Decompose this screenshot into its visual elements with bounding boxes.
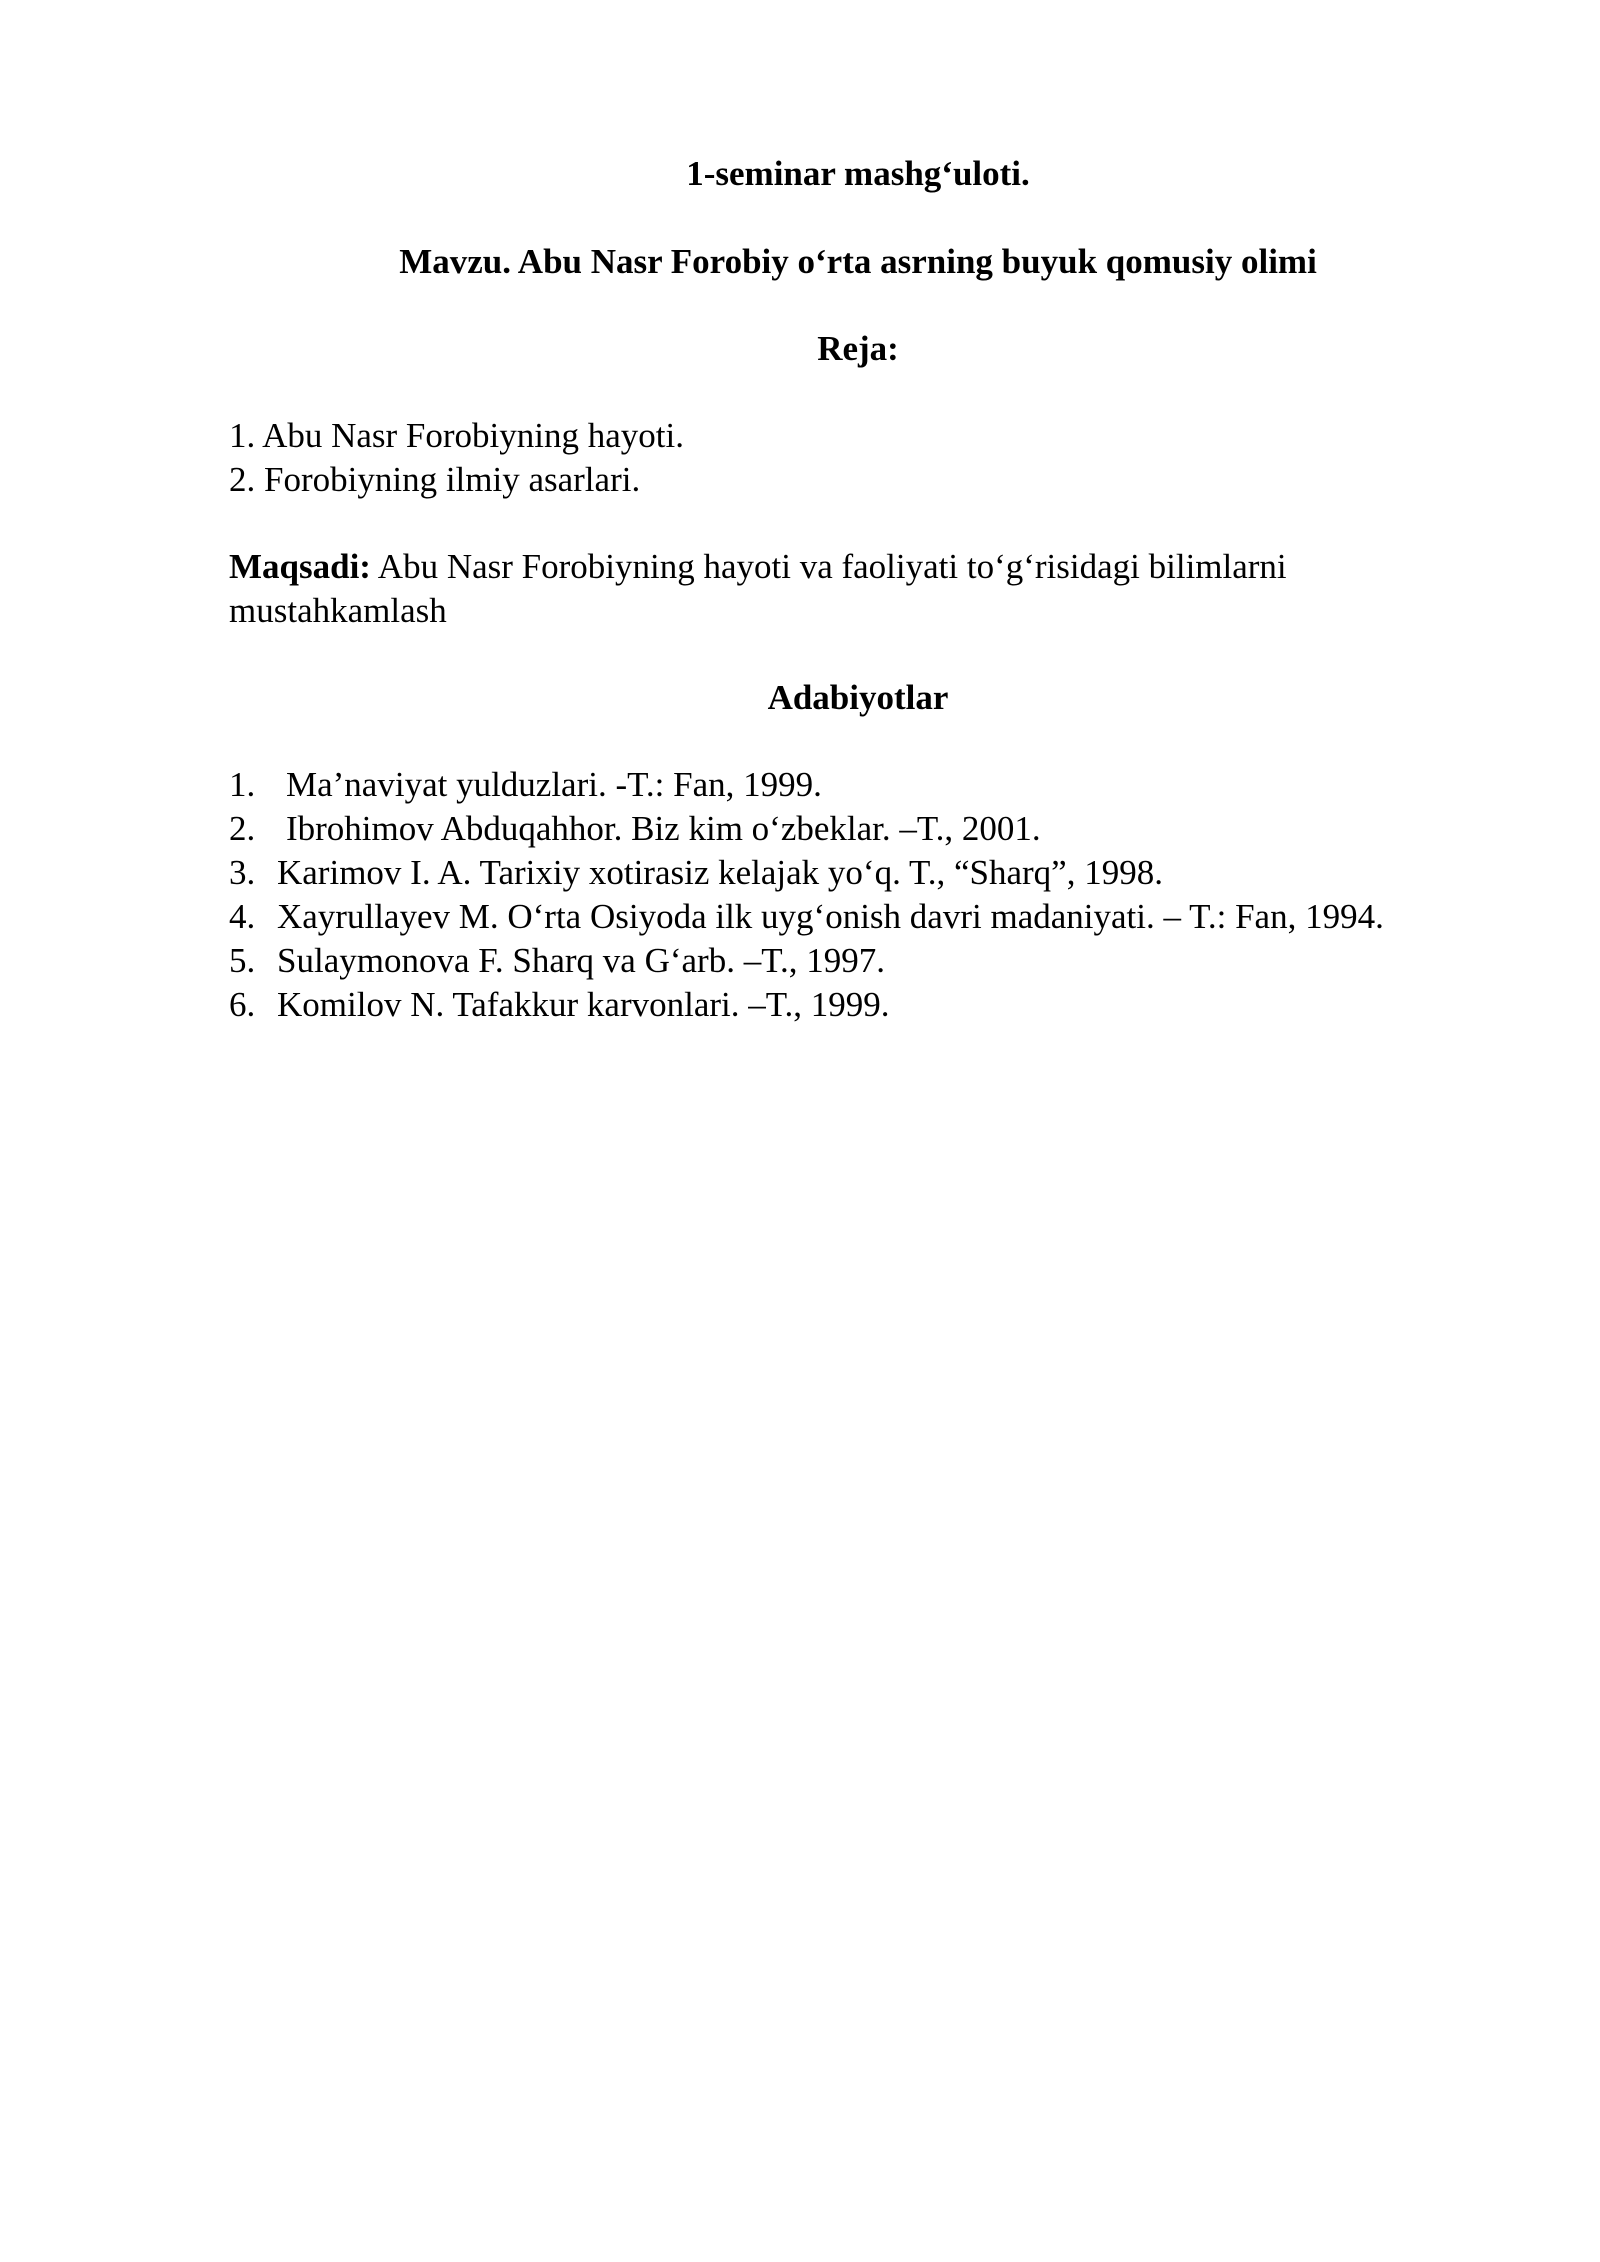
goal-label: Maqsadi: — [229, 547, 371, 586]
reference-number: 5. — [229, 941, 256, 980]
reference-number: 3. — [229, 853, 256, 892]
goal-text-continued: mustahkamlash — [229, 591, 447, 630]
reference-text: Karimov I. A. Tarixiy xotirasiz kelajak yo‘q. T., “Sharq”, 1998. — [277, 853, 1163, 892]
reference-number: 6. — [229, 985, 256, 1024]
topic-title: Mavzu. Abu Nasr Forobiy o‘rta asrning buyuk qomusiy olimi — [399, 242, 1317, 281]
reference-item — [229, 895, 1384, 939]
seminar-title: 1-seminar mashg‘uloti. — [686, 154, 1030, 193]
reference-number: 1. — [229, 765, 256, 804]
reference-number: 4. — [229, 897, 256, 936]
reference-item — [229, 851, 1163, 895]
reference-text: Komilov N. Tafakkur karvonlari. –T., 1999. — [277, 985, 890, 1024]
reference-text: Ma’naviyat yulduzlari. -T.: Fan, 1999. — [286, 765, 822, 804]
goal-paragraph — [229, 545, 1287, 589]
reference-item — [229, 763, 822, 807]
goal-text: Abu Nasr Forobiyning hayoti va faoliyati to‘g‘risidagi bilimlarni — [370, 547, 1287, 586]
reference-item — [229, 939, 885, 983]
reference-item — [229, 983, 890, 1027]
plan-item: 2. Forobiyning ilmiy asarlari. — [229, 460, 641, 499]
plan-item: 1. Abu Nasr Forobiyning hayoti. — [229, 416, 684, 455]
reference-item — [229, 807, 1041, 851]
reference-number: 2. — [229, 809, 256, 848]
reference-text: Sulaymonova F. Sharq va G‘arb. –T., 1997. — [277, 941, 885, 980]
references-heading: Adabiyotlar — [767, 678, 949, 717]
reference-text: Ibrohimov Abduqahhor. Biz kim o‘zbeklar. –T., 2001. — [286, 809, 1041, 848]
plan-heading: Reja: — [817, 329, 899, 368]
reference-text: Xayrullayev M. O‘rta Osiyoda ilk uyg‘onish davri madaniyati. – T.: Fan, 1994. — [277, 897, 1384, 936]
